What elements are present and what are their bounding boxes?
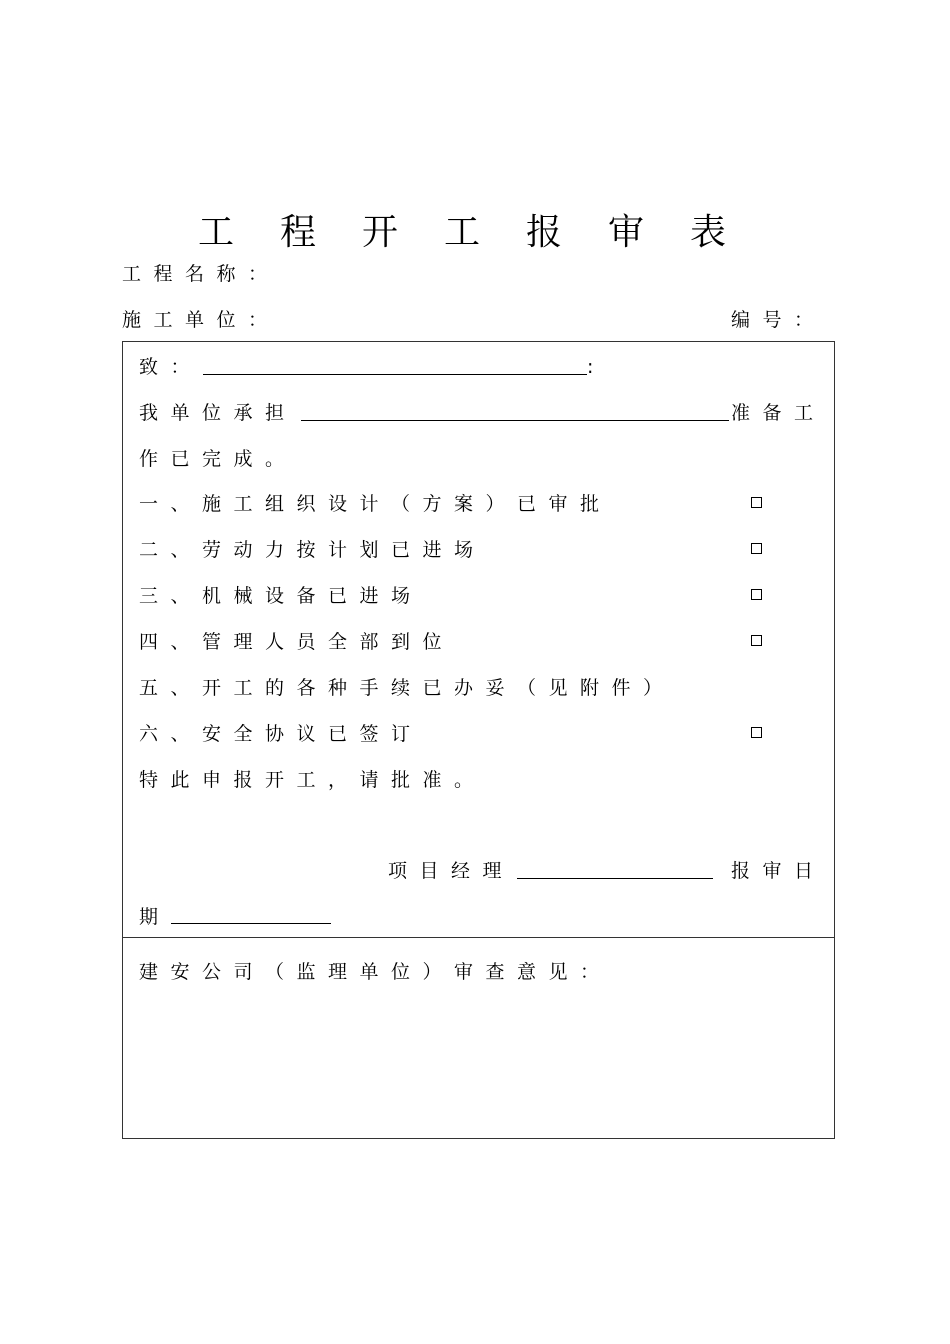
number-label: 编号： (731, 309, 826, 331)
undertake-prefix: 我单位承担 (139, 402, 297, 424)
page-title: 工程开工报审表 (197, 212, 772, 253)
checklist-item: 四、管理人员全部到位 (139, 631, 455, 653)
checklist-checkbox[interactable] (751, 543, 762, 554)
work-done-text: 作已完成。 (139, 448, 297, 470)
recipient-field[interactable] (203, 374, 587, 375)
review-opinion-label: 建安公司（监理单位）审查意见： (139, 961, 612, 983)
checklist-checkbox[interactable] (751, 497, 762, 508)
to-colon: : (587, 356, 606, 378)
checklist-checkbox[interactable] (751, 635, 762, 646)
construction-unit-label: 施工单位： (122, 309, 280, 331)
report-date-field[interactable] (171, 923, 331, 924)
undertake-suffix: 准备工 (731, 402, 826, 424)
to-label: 致： (139, 356, 203, 378)
request-text: 特此申报开工，请批准。 (139, 769, 486, 791)
project-field[interactable] (301, 420, 729, 421)
project-manager-field[interactable] (517, 878, 713, 879)
checklist-checkbox[interactable] (751, 727, 762, 738)
project-name-label: 工程名称： (122, 263, 280, 285)
checklist-item: 五、开工的各种手续已办妥（见附件） (139, 677, 675, 699)
checklist-item: 六、安全协议已签订 (139, 723, 423, 745)
report-date-label-cont: 期 (139, 906, 171, 928)
checklist-item: 一、施工组织设计（方案）已审批 (139, 493, 612, 515)
checklist-item: 二、劳动力按计划已进场 (139, 539, 486, 561)
report-date-label: 报审日 (731, 860, 826, 882)
checklist-checkbox[interactable] (751, 589, 762, 600)
form-section-divider (122, 937, 835, 938)
project-manager-label: 项目经理 (388, 860, 515, 882)
checklist-item: 三、机械设备已进场 (139, 585, 423, 607)
